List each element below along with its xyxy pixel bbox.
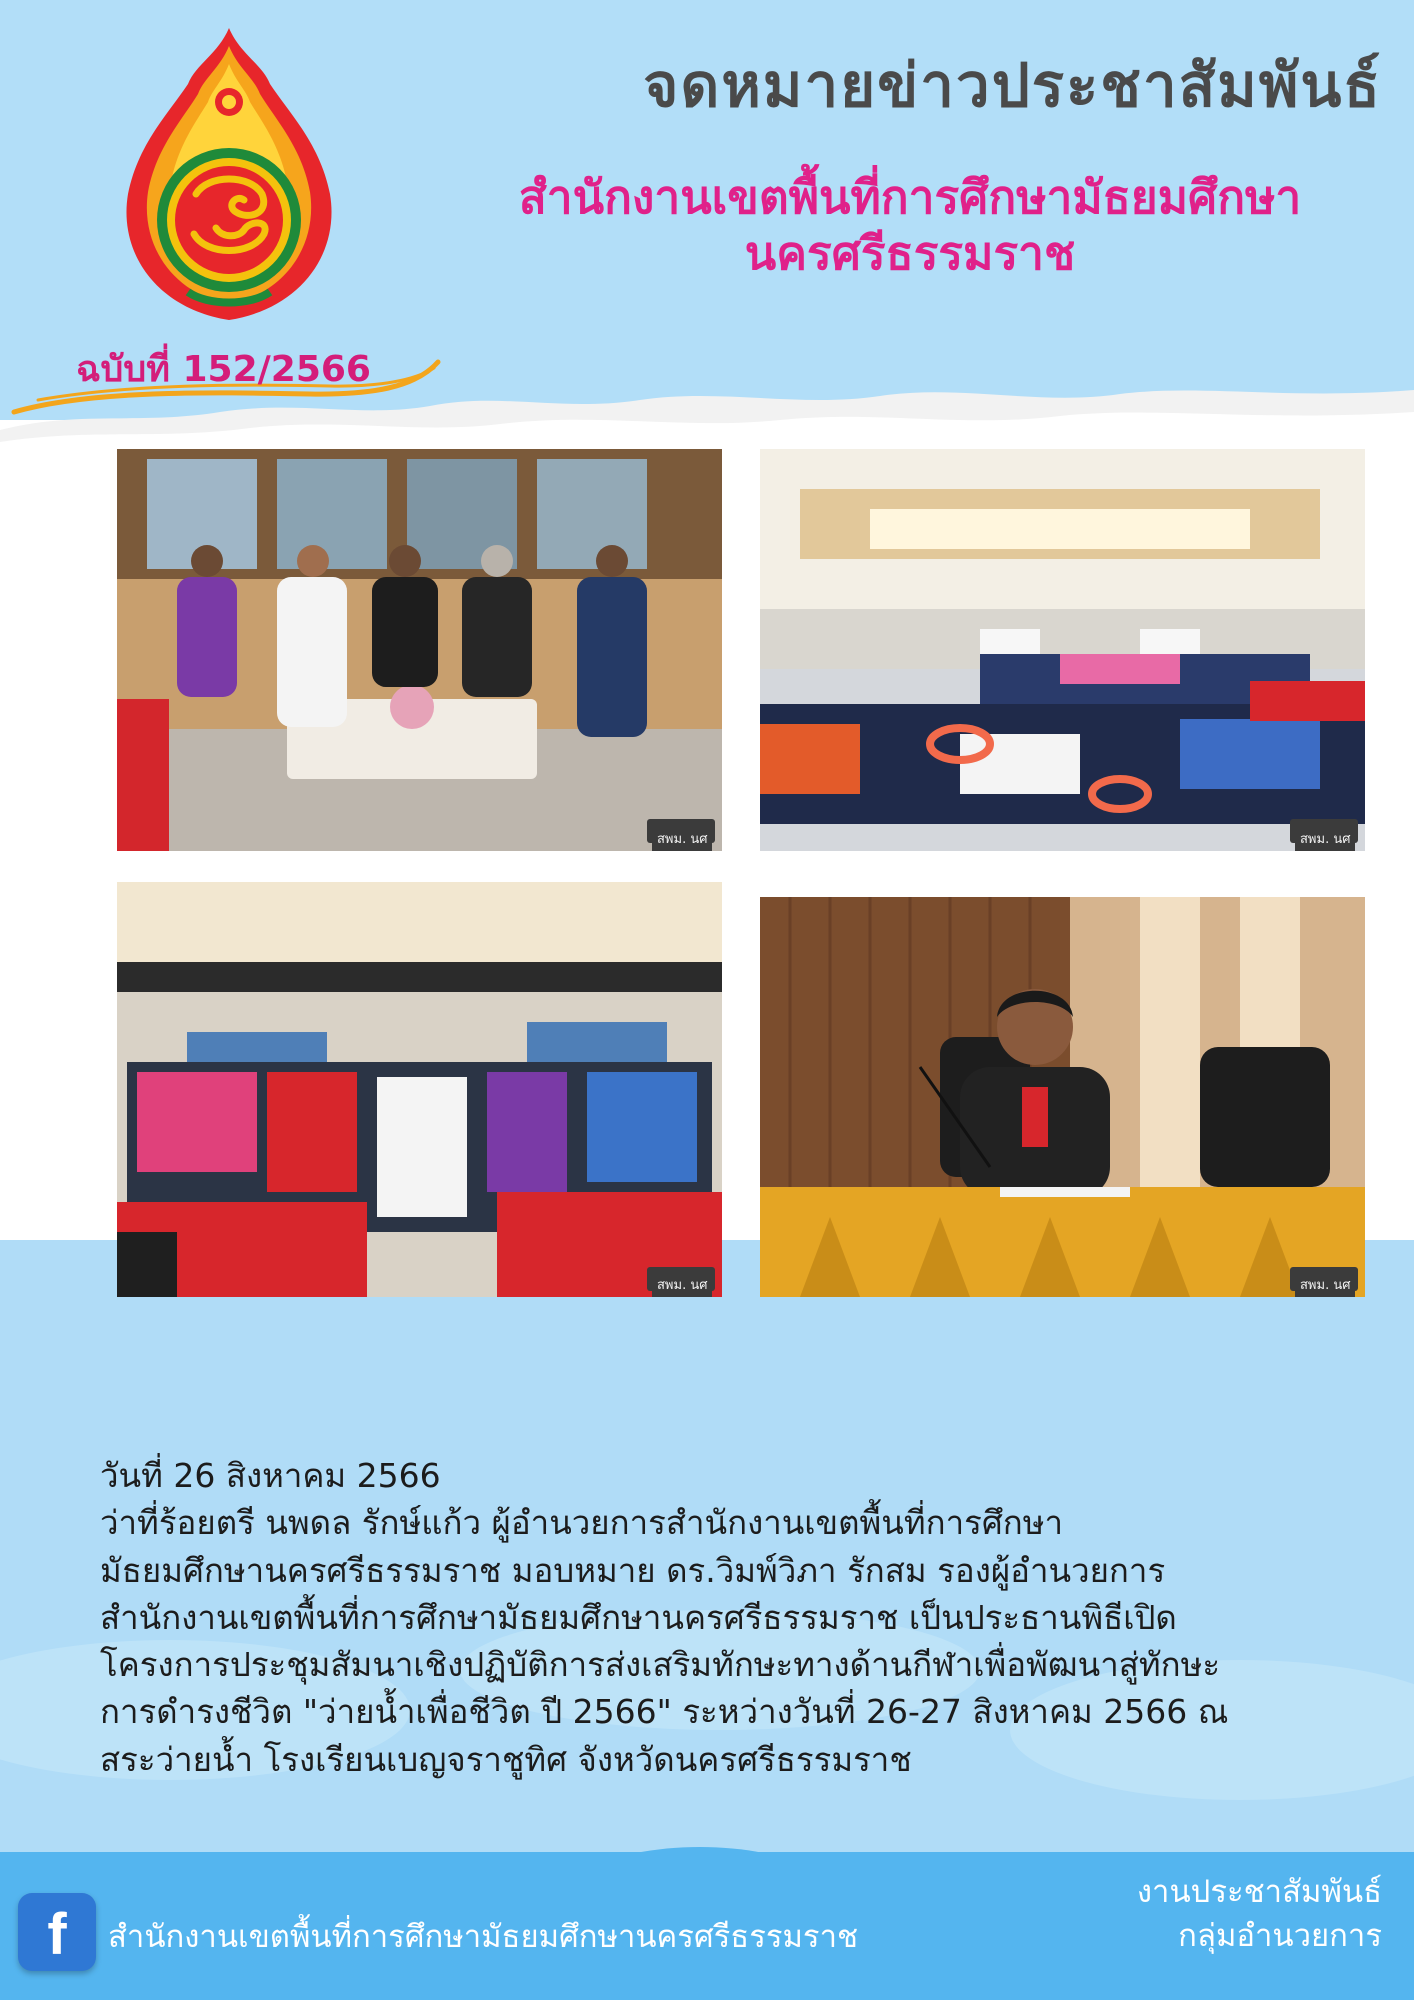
photo-1-watermark: สพม. นศ <box>652 826 712 851</box>
article-date: วันที่ 26 สิงหาคม 2566 <box>100 1456 441 1495</box>
facebook-f-glyph: f <box>47 1902 67 1967</box>
article-line: สระว่ายน้ำ โรงเรียนเบญจราชูทิศ จังหวัดนครศรีธรรมราช <box>100 1739 912 1779</box>
obec-emblem-logo <box>118 24 340 324</box>
photo-deputy-director-speaking <box>760 897 1365 1297</box>
office-name-line-2: นครศรีธรรมราช <box>744 226 1076 280</box>
issue-number: ฉบับที่ 152/2566 <box>76 349 371 390</box>
newsletter-title: จดหมายข่าวประชาสัมพันธ์ <box>643 51 1382 121</box>
news-article <box>100 1452 1360 1783</box>
article-line: สำนักงานเขตพื้นที่การศึกษามัธยมศึกษานครศรีธรรมราช เป็นประธานพิธีเปิด <box>100 1597 1177 1637</box>
article-line: มัธยมศึกษานครศรีธรรมราช มอบหมาย ดร.วิมพ์วิภา รักสม รองผู้อำนวยการ <box>100 1550 1166 1590</box>
photo-seminar-participants <box>760 449 1365 851</box>
photo-executives-seated <box>117 449 722 851</box>
footer-dept-line-2: กลุ่มอำนวยการ <box>1178 1918 1382 1954</box>
article-line: การดำรงชีวิต "ว่ายน้ำเพื่อชีวิต ปี 2566" ระหว่างวันที่ 26-27 สิงหาคม 2566 ณ <box>100 1692 1229 1732</box>
article-line: ว่าที่ร้อยตรี นพดล รักษ์แก้ว ผู้อำนวยการสำนักงานเขตพื้นที่การศึกษา <box>100 1503 1064 1543</box>
office-name-line-1: สำนักงานเขตพื้นที่การศึกษามัธยมศึกษา <box>518 170 1302 224</box>
facebook-icon[interactable] <box>18 1893 96 1971</box>
photo-4-watermark: สพม. นศ <box>1295 1272 1355 1297</box>
article-line: โครงการประชุมสัมนาเชิงปฏิบัติการส่งเสริมทักษะทางด้านกีฬาเพื่อพัฒนาสู่ทักษะ <box>100 1645 1221 1685</box>
photo-2-watermark: สพม. นศ <box>1295 826 1355 851</box>
photo-group-portrait <box>117 882 722 1297</box>
footer-department <box>1137 1870 1382 1958</box>
footer-dept-line-1: งานประชาสัมพันธ์ <box>1136 1874 1382 1910</box>
photo-3-watermark: สพม. นศ <box>652 1272 712 1297</box>
footer-facebook-page-name[interactable]: สำนักงานเขตพื้นที่การศึกษามัธยมศึกษานครศรีธรรมราช <box>108 1919 859 1955</box>
